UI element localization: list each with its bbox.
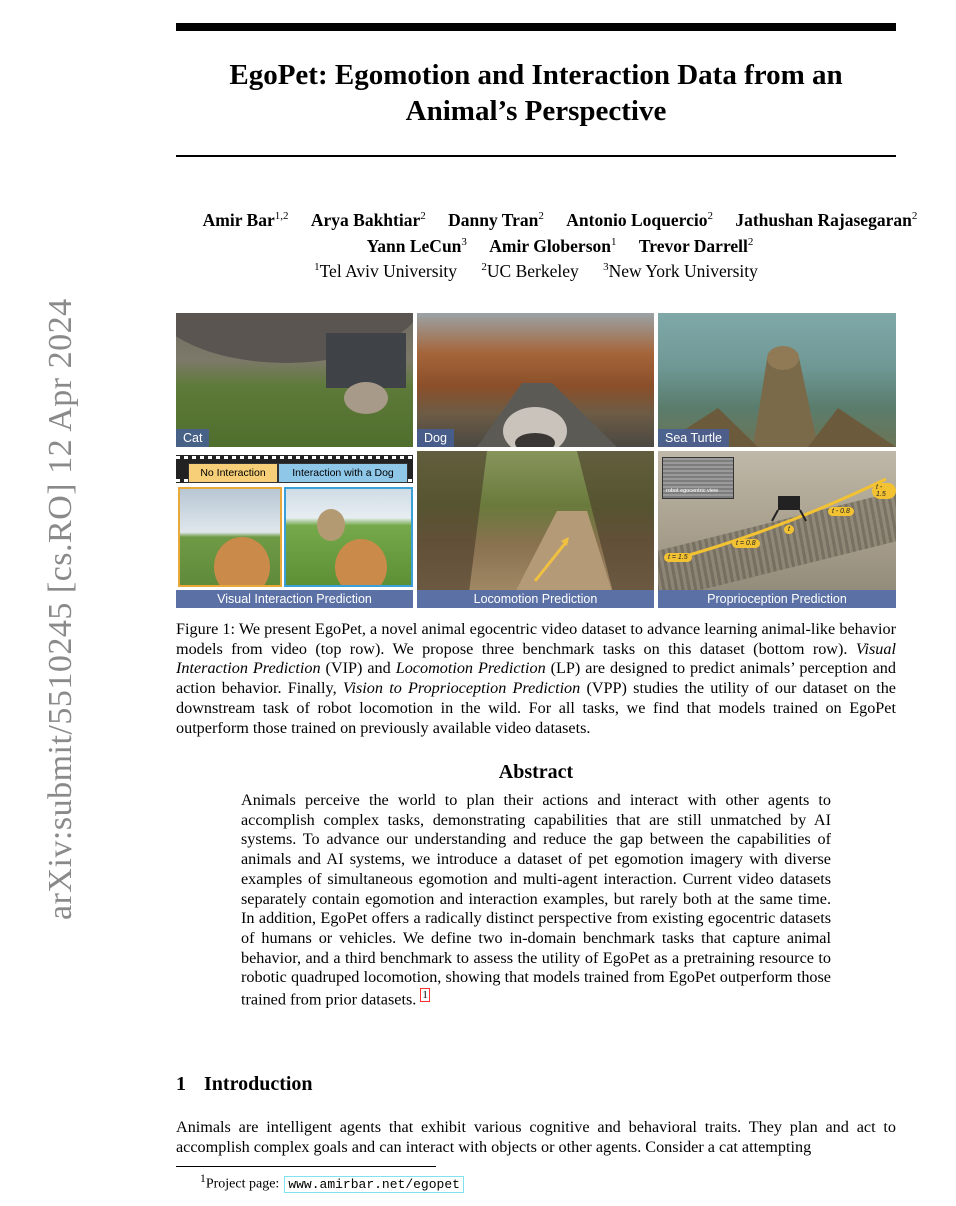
- author-list: [150, 205, 956, 257]
- path-marker: t: [784, 525, 794, 534]
- arxiv-stamp: [0, 250, 79, 920]
- paper-title: [176, 57, 896, 129]
- path-marker: t = 0.8: [732, 539, 760, 548]
- no-interaction-tag: No Interaction: [188, 463, 278, 483]
- vip-label: Visual Interaction Prediction: [176, 590, 413, 608]
- vip-term: Visual Interaction Prediction: [176, 639, 896, 678]
- interaction-tag: Interaction with a Dog: [278, 463, 408, 483]
- sea-turtle-image-panel: [658, 313, 896, 447]
- arxiv-stamp-text: arXiv:submit/5510245 [cs.RO] 12 Apr 2024: [42, 298, 79, 920]
- robot-view-label: robot egocentric view: [666, 488, 718, 494]
- sea-turtle-label: Sea Turtle: [658, 429, 729, 447]
- locomotion-scene-illustration: [417, 451, 654, 608]
- path-marker: t - 0.8: [828, 507, 854, 516]
- vpp-term: Vision to Proprioception Prediction: [342, 679, 581, 698]
- dog-image-panel: [417, 313, 654, 447]
- author: Yann LeCun$^3$: [366, 235, 467, 256]
- title-line-1: EgoPet: Egomotion and Interaction Data from an: [229, 59, 843, 91]
- locomotion-panel: [417, 451, 654, 608]
- filmstrip: [176, 455, 413, 483]
- vip-no-interaction-frame: [178, 487, 282, 587]
- section-number: 1: [176, 1073, 186, 1095]
- cat-scene-illustration: [176, 313, 413, 447]
- affiliation: $^3$New York University: [603, 260, 758, 281]
- path-marker: t - 1.5: [872, 483, 896, 499]
- section-title: Introduction: [204, 1073, 313, 1095]
- footnote-label: Project page:: [205, 1176, 280, 1192]
- title-line-2: Animal’s Perspective: [405, 95, 667, 127]
- author: Trevor Darrell$^2$: [638, 235, 754, 256]
- turtle-scene-illustration: [658, 313, 896, 447]
- author: Danny Tran$^2$: [448, 209, 544, 230]
- proprioception-label: Proprioception Prediction: [658, 590, 896, 608]
- affiliation: $^1$Tel Aviv University: [314, 260, 458, 281]
- project-page-link[interactable]: www.amirbar.net/egopet: [284, 1176, 464, 1193]
- cat-image-panel: [176, 313, 413, 447]
- proprioception-path: [658, 451, 896, 608]
- affiliation: $^2$UC Berkeley: [481, 260, 579, 281]
- section-heading: [176, 1073, 313, 1096]
- author: Amir Bar$^{1,2}$: [202, 209, 289, 230]
- affiliations: [176, 256, 896, 282]
- cat-label: Cat: [176, 429, 209, 447]
- proprioception-panel: [658, 451, 896, 608]
- abstract-body: Animals perceive the world to plan their actions and interact with other agents to accomplish complex tasks, demonstrating capabilities that are still unmatched by AI systems. To advance our understanding and reduce the gap between the capabilities of animals and AI systems, we introduce a dataset of pet egomotion imagery with diverse examples of simultaneous egomotion and multi-agent interaction. Current video datasets separately contain egomotion and interaction examples, but rarely both at the same time. In addition, EgoPet offers a radically distinct perspective from existing egocentric datasets of humans or vehicles. We define two in-domain benchmark tasks that capture animal behavior, and a third benchmark to assess the utility of EgoPet as a pretraining resource to robotic quadruped locomotion, showing that models trained from EgoPet outperform those trained from prior datasets. 1: [241, 791, 831, 1009]
- footnote: [200, 1172, 464, 1193]
- lp-term: Locomotion Prediction: [395, 659, 546, 678]
- author: Antonio Loquercio$^2$: [566, 209, 713, 230]
- abstract-heading: Abstract: [498, 761, 574, 783]
- title-bottom-rule: [176, 155, 896, 157]
- footnote-mark: 1: [200, 1172, 206, 1185]
- author: Jathushan Rajasegaran$^2$: [735, 209, 918, 230]
- locomotion-label: Locomotion Prediction: [417, 590, 654, 608]
- introduction-text: Animals are intelligent agents that exhibit various cognitive and behavioral traits. They plan and act to accomplish complex goals and can interact with objects or other agents. Consider a cat attempting: [176, 1118, 896, 1156]
- path-marker: t = 1.5: [664, 553, 692, 562]
- dog-scene-illustration: [417, 313, 654, 447]
- figure-1: [176, 313, 896, 608]
- title-top-rule: [176, 23, 896, 31]
- author: Arya Bakhtiar$^2$: [310, 209, 426, 230]
- footnote-rule: [176, 1166, 436, 1167]
- author: Amir Globerson$^1$: [489, 235, 617, 256]
- vip-panel: [176, 451, 413, 608]
- figure-caption: Figure 1: We present EgoPet, a novel animal egocentric video dataset to advance learning animal-like behavior models from video (top row). We propose three benchmark tasks on this dataset (bottom row). Visual Interaction Prediction (VIP) and Locomotion Prediction (LP) are designed to predict animals’ perception and action behavior. Finally, Vision to Proprioception Prediction (VPP) studies the utility of our dataset on the downstream task of robot locomotion in the wild. For all tasks, we find that models trained on EgoPet outperform those trained on previously available video datasets.: [176, 620, 896, 737]
- footnote-reference-link[interactable]: 1: [422, 989, 428, 1002]
- vip-interaction-frame: [284, 487, 413, 587]
- dog-label: Dog: [417, 429, 454, 447]
